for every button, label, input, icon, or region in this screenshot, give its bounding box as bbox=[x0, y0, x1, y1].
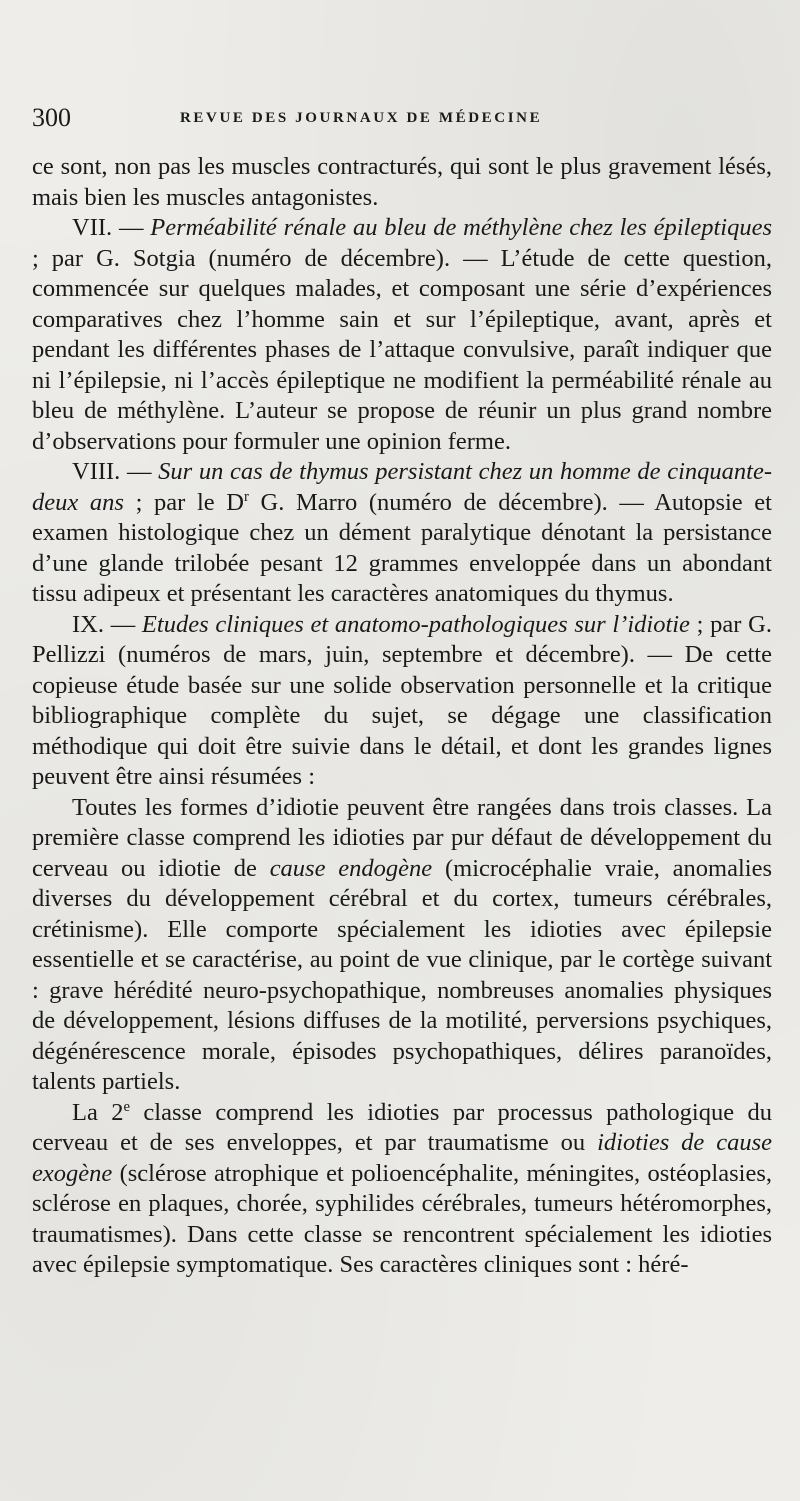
paragraph-text: ; par G. Sotgia (numéro de décembre). — L’étude de cette question, commencée sur quelques malades, et composant une série d’expériences comparatives chez l’homme sain et sur l’épileptique, avant, après et pendant les différentes phases de l’attaque convulsive, paraît indiquer que ni l’épilepsie, ni l’accès épileptique ne modifient la perméabilité rénale au bleu de méthylène. L’auteur se propose de réunir un plus grand nombre d’observations pour formuler une opinion ferme. bbox=[32, 244, 772, 455]
paragraph-text: La 2 bbox=[72, 1098, 124, 1126]
paragraph-text: classe comprend les idioties par processus pathologique du cerveau et de ses enveloppes, et par traumatisme ou bbox=[32, 1098, 773, 1156]
section-number: VIII. bbox=[72, 458, 121, 485]
dash: — bbox=[112, 214, 151, 241]
italic-term: idioties de cause exogène bbox=[32, 1129, 772, 1187]
paragraph-continuation bbox=[32, 152, 772, 213]
paragraph-first-class bbox=[32, 793, 772, 1098]
paragraph-text: ce sont, non pas les muscles contracturés, qui sont le plus gravement lésés, mais bien les muscles antagonistes. bbox=[32, 153, 772, 211]
section-title: Perméabilité rénale au bleu de méthylène chez les épileptiques bbox=[150, 214, 772, 241]
section-title: Etudes cliniques et anatomo-pathologiques sur l’idiotie bbox=[141, 610, 690, 638]
paragraph-text: (sclérose atrophique et polioencéphalite, méningites, ostéoplasies, sclérose en plaques, chorée, syphilides cérébrales, tumeurs hétéromorphes, traumatismes). Dans cette classe se rencontrent spécialement les idioties avec épilepsie symptomatique. Ses caractères cliniques sont : héré- bbox=[32, 1159, 772, 1278]
paragraph-text: ; par le D bbox=[123, 488, 244, 516]
paragraph-text: G. Marro (numéro de décembre). — Autopsie et examen histologique chez un dément paralytique dénotant la persistance d’une glande trilobée pesant 12 grammes enveloppée dans un abondant tissu adipeux et présentant les caractères anatomiques du thymus. bbox=[32, 488, 772, 607]
paragraph-second-class bbox=[32, 1098, 772, 1281]
paragraph-section-viii bbox=[32, 457, 772, 610]
page-number: 300 bbox=[32, 103, 71, 132]
italic-term: cause endogène bbox=[269, 854, 433, 882]
superscript: r bbox=[243, 488, 249, 505]
page-header bbox=[32, 103, 772, 133]
section-number: IX. bbox=[72, 610, 104, 638]
paragraph-text: ; par G. Pellizzi (numéros de mars, juin, septembre et décembre). — De cette copieuse étude basée sur une solide observation personnelle et la critique bibliographique complète du sujet, se dégage une classification méthodique qui doit être suivie dans le détail, et dont les grandes lignes peuvent être ainsi résumées : bbox=[32, 610, 772, 790]
paragraph-section-vii bbox=[32, 213, 772, 457]
paragraph-text: (microcéphalie vraie, anomalies diverses du développement cérébral et du cortex, tumeurs cérébrales, crétinisme). Elle comporte spécialement les idioties avec épilepsie essentielle et se caractérise, au point de vue clinique, par le cortège suivant : grave hérédité neuro-psychopathique, nombreuses anomalies physiques de développement, lésions diffuses de la motilité, perversions psychiques, dégénérescence morale, épisodes psychopathiques, délires paranoïdes, talents partiels. bbox=[32, 854, 772, 1095]
paragraph-section-ix bbox=[32, 610, 772, 793]
paragraph-text: Toutes les formes d’idiotie peuvent être rangées dans trois classes. La première classe comprend les idioties par pur défaut de développement du cerveau ou idiotie de bbox=[32, 793, 772, 882]
article-body bbox=[32, 152, 772, 1281]
section-number: VII. bbox=[72, 214, 113, 241]
dash: — bbox=[120, 458, 159, 485]
superscript: e bbox=[123, 1098, 131, 1115]
dash: — bbox=[103, 610, 142, 638]
section-title: Sur un cas de thymus persistant chez un homme de cinquante-deux ans bbox=[32, 458, 772, 516]
running-head: REVUE DES JOURNAUX DE MÉDECINE bbox=[180, 110, 543, 126]
